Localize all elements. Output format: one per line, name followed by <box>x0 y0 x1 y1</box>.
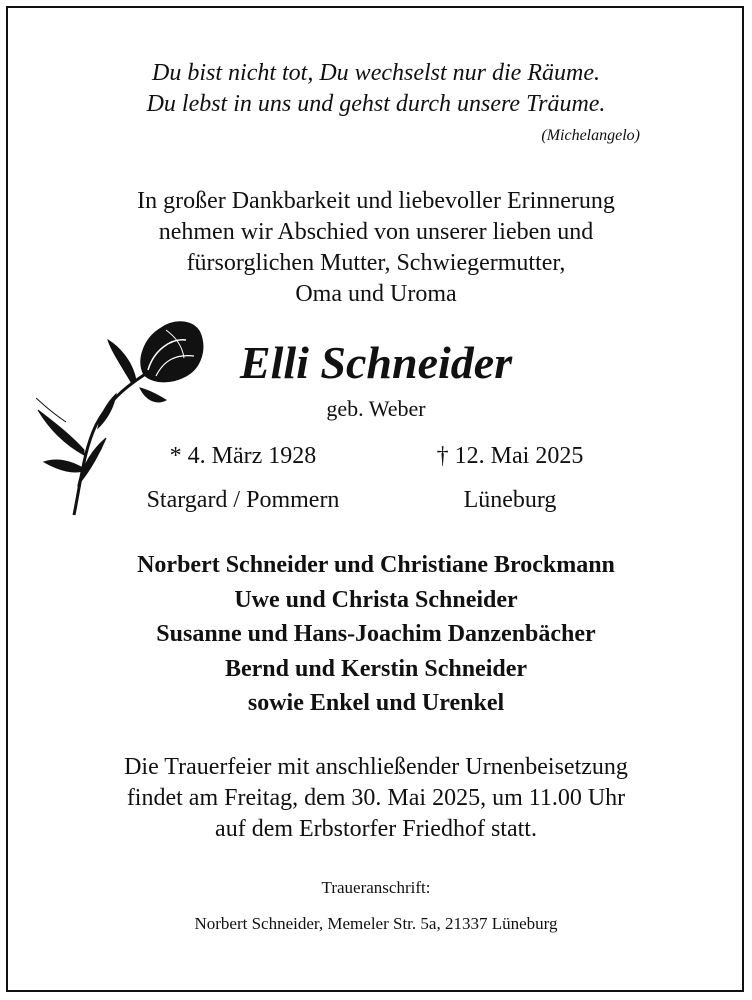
family-member: Norbert Schneider und Christiane Brockmann <box>137 552 615 578</box>
death-date: † 12. Mai 2025 <box>436 443 584 469</box>
birth-date: * 4. März 1928 <box>169 443 317 469</box>
quote <box>0 58 752 120</box>
service-line: findet am Freitag, dem 30. Mai 2025, um 11.00 Uhr <box>126 785 626 811</box>
intro-text <box>0 186 752 310</box>
birth-column <box>93 434 393 522</box>
address-label: Traueranschrift: <box>321 878 431 897</box>
intro-line: Oma und Uroma <box>295 281 457 307</box>
service-line: Die Trauerfeier mit anschließender Urnenbeisetzung <box>124 754 628 780</box>
death-place: Lüneburg <box>463 487 557 513</box>
service-info <box>0 752 752 845</box>
maiden-name: geb. Weber <box>326 396 426 421</box>
quote-line: Du lebst in uns und gehst durch unsere Träume. <box>146 91 606 117</box>
intro-line: In großer Dankbarkeit und liebevoller Erinnerung <box>137 188 615 214</box>
family-member: sowie Enkel und Urenkel <box>247 690 505 716</box>
address-text: Norbert Schneider, Memeler Str. 5a, 21337 Lüneburg <box>194 914 558 933</box>
intro-line: fürsorglichen Mutter, Schwiegermutter, <box>186 250 566 276</box>
family-member: Susanne und Hans-Joachim Danzenbächer <box>156 621 596 647</box>
deceased-name: Elli Schneider <box>239 337 513 388</box>
birth-place: Stargard / Pommern <box>146 487 340 513</box>
death-column <box>360 434 660 522</box>
family-member: Bernd und Kerstin Schneider <box>224 655 528 682</box>
family-list <box>0 548 752 721</box>
quote-attribution: (Michelangelo) <box>541 127 640 144</box>
quote-line: Du bist nicht tot, Du wechselst nur die Räume. <box>152 60 600 86</box>
intro-line: nehmen wir Abschied von unserer lieben und <box>158 219 594 245</box>
family-member: Uwe und Christa Schneider <box>234 586 518 613</box>
service-line: auf dem Erbstorfer Friedhof statt. <box>215 816 537 842</box>
